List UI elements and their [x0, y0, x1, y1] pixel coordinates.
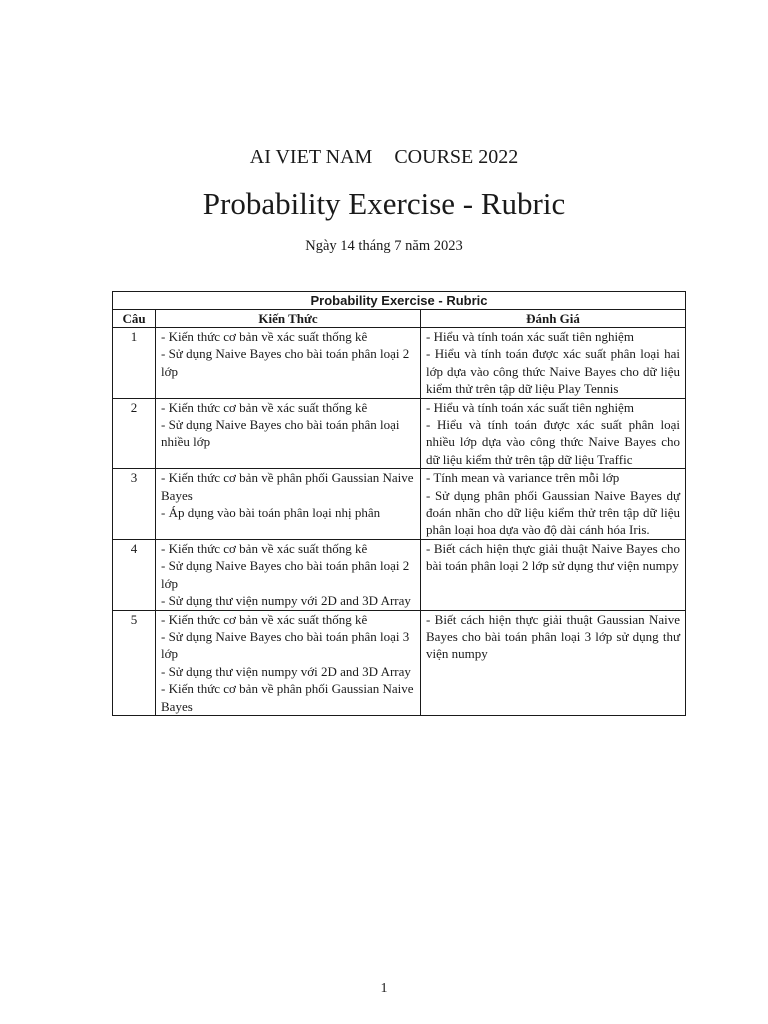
knowledge-cell: [156, 469, 421, 540]
knowledge-cell: [156, 328, 421, 399]
knowledge-item: - Kiến thức cơ bản về xác suất thống kê: [161, 611, 368, 627]
evaluation-item: - Hiểu và tính toán được xác suất phân loại hai lớp dựa vào công thức Naive Bayes cho dữ liệu kiểm thử trên tập dữ liệu Play Tennis: [426, 346, 680, 397]
knowledge-item: - Kiến thức cơ bản về xác suất thống kê: [161, 399, 368, 415]
knowledge-item: - Kiến thức cơ bản về xác suất thống kê: [161, 329, 368, 344]
question-number: 2: [113, 398, 156, 469]
column-header-knowledge: Kiến Thức: [156, 310, 421, 328]
page-number: 1: [380, 981, 388, 996]
evaluation-cell: [421, 539, 686, 610]
document-title: Probability Exercise - Rubric: [202, 186, 566, 221]
evaluation-cell: [421, 328, 686, 399]
question-number: 5: [113, 610, 156, 715]
knowledge-item: - Sử dụng Naive Bayes cho bài toán phân loại 2 lớp: [161, 558, 410, 591]
organization-name: AI VIET NAM: [249, 146, 373, 168]
knowledge-item: - Áp dụng vào bài toán phân loại nhị phân: [161, 505, 381, 521]
evaluation-cell: [421, 398, 686, 469]
knowledge-cell: [156, 398, 421, 469]
knowledge-item: - Sử dụng thư viện numpy với 2D and 3D Array: [161, 663, 411, 679]
evaluation-cell: [421, 610, 686, 715]
evaluation-item: - Biết cách hiện thực giải thuật Gaussian Naive Bayes cho bài toán phân loại 3 lớp sử dụng thư viện numpy: [426, 611, 680, 662]
table-caption: Probability Exercise - Rubric: [113, 292, 686, 310]
knowledge-item: - Sử dụng Naive Bayes cho bài toán phân loại 3 lớp: [161, 628, 410, 662]
question-number: 4: [113, 539, 156, 610]
evaluation-item: - Hiểu và tính toán xác suất tiên nghiệm: [426, 399, 634, 415]
evaluation-item: - Biết cách hiện thực giải thuật Naive Bayes cho bài toán phân loại 2 lớp sử dụng thư viện numpy: [426, 540, 680, 574]
rubric-table: [112, 291, 686, 716]
table-header-row: [113, 310, 686, 328]
column-header-evaluation: Đánh Giá: [421, 310, 686, 328]
knowledge-item: - Sử dụng Naive Bayes cho bài toán phân loại nhiều lớp: [161, 417, 400, 450]
question-number: 3: [113, 469, 156, 540]
evaluation-item: - Hiểu và tính toán xác suất tiên nghiệm: [426, 329, 634, 344]
table-body: [113, 328, 686, 716]
question-number: 1: [113, 328, 156, 399]
knowledge-item: - Sử dụng thư viện numpy với 2D and 3D Array: [161, 593, 411, 609]
evaluation-item: - Tính mean và variance trên mỗi lớp: [426, 470, 620, 486]
knowledge-item: - Sử dụng Naive Bayes cho bài toán phân loại 2 lớp: [161, 346, 410, 379]
knowledge-item: - Kiến thức cơ bản về phân phối Gaussian Naive Bayes: [161, 470, 414, 503]
table-row: [113, 328, 686, 399]
table-caption-row: [113, 292, 686, 310]
column-header-number: Câu: [113, 310, 156, 328]
table-row: [113, 469, 686, 540]
knowledge-cell: [156, 539, 421, 610]
course-header: [0, 144, 768, 170]
table-row: [113, 610, 686, 715]
evaluation-item: - Hiểu và tính toán được xác suất phân loại nhiều lớp dựa vào công thức Naive Bayes cho dữ liệu kiểm thử trên tập dữ liệu Traffic: [426, 417, 680, 467]
evaluation-item: - Sử dụng phân phối Gaussian Naive Bayes dự đoán nhãn cho dữ liệu kiểm thử trên tập dữ liệu phân loại hoa dựa vào độ dài cánh hóa Iris.: [426, 487, 680, 538]
document-date: Ngày 14 tháng 7 năm 2023: [305, 238, 463, 254]
table-row: [113, 398, 686, 469]
knowledge-item: - Kiến thức cơ bản về xác suất thống kê: [161, 540, 368, 556]
knowledge-cell: [156, 610, 421, 715]
table-row: [113, 539, 686, 610]
course-name: COURSE 2022: [394, 146, 519, 168]
evaluation-cell: [421, 469, 686, 540]
knowledge-item: - Kiến thức cơ bản về phân phối Gaussian Naive Bayes: [161, 681, 414, 714]
